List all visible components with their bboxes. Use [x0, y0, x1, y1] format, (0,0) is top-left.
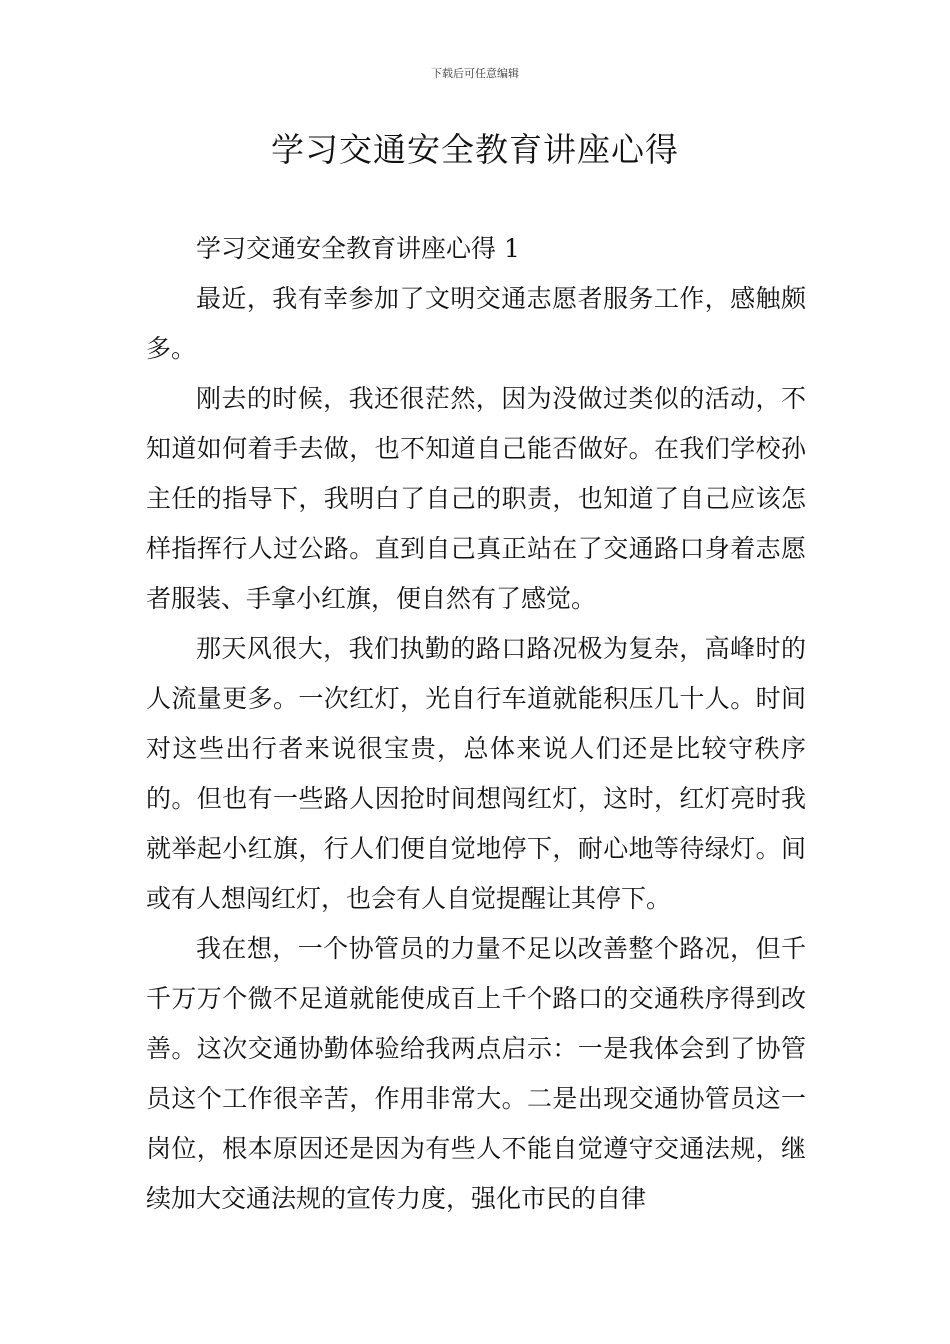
- document-title: 学习交通安全教育讲座心得: [271, 130, 679, 169]
- paragraph: 那天风很大，我们执勤的路口路况极为复杂，高峰时的人流量更多。一次红灯，光自行车道就能积压几十人。时间对这些出行者来说很宝贵，总体来说人们还是比较守秩序的。但也有一些路人因抢时间想闯红灯，这时，红灯亮时我就举起小红旗，行人们便自觉地停下，耐心地等待绿灯。间或有人想闯红灯，也会有人自觉提醒让其停下。: [146, 634, 806, 913]
- header-note: 下载后可任意编辑: [431, 67, 519, 80]
- paragraph: 刚去的时候，我还很茫然，因为没做过类似的活动，不知道如何着手去做，也不知道自己能否做好。在我们学校孙主任的指导下，我明白了自己的职责，也知道了自己应该怎样指挥行人过公路。直到自己真正站在了交通路口身着志愿者服装、手拿小红旗，便自然有了感觉。: [146, 384, 806, 613]
- paragraph: 我在想，一个协管员的力量不足以改善整个路况，但千千万万个微不足道就能使成百上千个路口的交通秩序得到改善。这次交通协勤体验给我两点启示：一是我体会到了协管员这个工作很辛苦，作用非常大。二是出现交通协管员这一岗位，根本原因还是因为有些人不能自觉遵守交通法规，继续加大交通法规的宣传力度，强化市民的自律: [146, 934, 806, 1213]
- paragraph: 最近，我有幸参加了文明交通志愿者服务工作，感触颇多。: [146, 284, 806, 363]
- section-subtitle: 学习交通安全教育讲座心得 1: [196, 234, 520, 263]
- document-body: [146, 224, 806, 1224]
